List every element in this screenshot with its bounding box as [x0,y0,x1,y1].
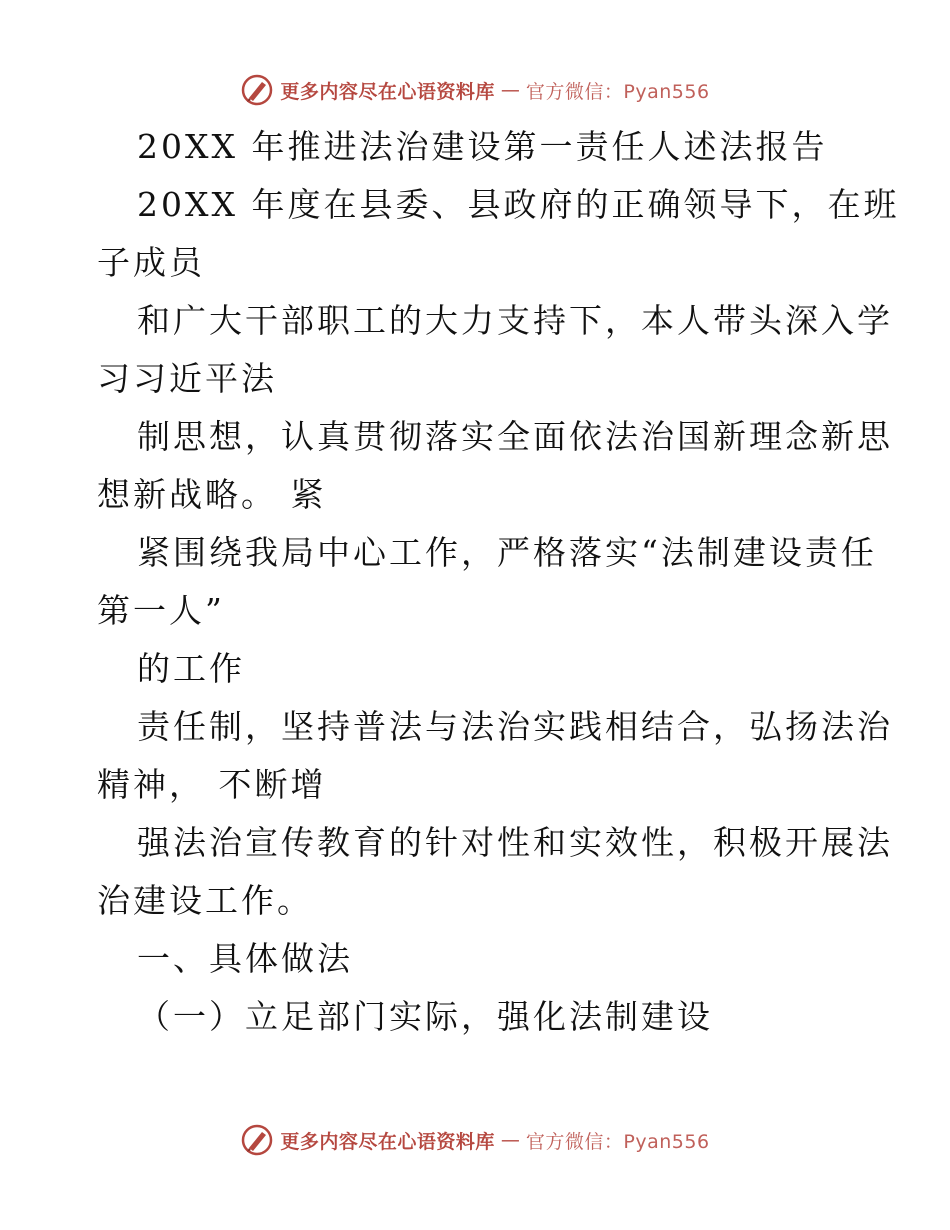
section-heading: 一、具体做法 [137,939,353,978]
footer-watermark [0,1120,950,1160]
paragraph-line: 的工作 [137,649,245,688]
paragraph-line: 制思想，认真贯彻落实全面依法治国新理念新思 [137,417,893,456]
document-title: 20XX 年推进法治建设第一责任人述法报告 [137,127,828,166]
paragraph-line: 子成员 [97,243,205,282]
banner-wechat-text: 官方微信：Pyan556 [525,1130,710,1153]
subsection-heading: （一）立足部门实际，强化法制建设 [137,997,713,1036]
banner-brand-text: 更多内容尽在心语资料库 [280,1130,495,1153]
paragraph-line: 治建设工作。 [97,881,313,920]
paragraph-line: 强法治宣传教育的针对性和实效性，积极开展法 [137,823,893,862]
paragraph-line: 第一人” [97,591,225,630]
banner-dash: — [500,1129,520,1151]
banner-wechat-text: 官方微信：Pyan556 [525,80,710,103]
banner-dash: — [500,79,520,101]
document-body [97,118,900,1046]
pen-logo-icon [240,1123,274,1157]
paragraph-line: 想新战略。 紧 [97,475,327,514]
banner-brand-text: 更多内容尽在心语资料库 [280,80,495,103]
paragraph-line: 20XX 年度在县委、县政府的正确领导下，在班 [137,185,900,224]
paragraph-line: 习习近平法 [97,359,277,398]
paragraph-line: 精神， 不断增 [97,765,327,804]
header-watermark [0,70,950,110]
pen-logo-icon [240,73,274,107]
paragraph-line: 紧围绕我局中心工作，严格落实“法制建设责任 [137,533,877,572]
paragraph-line: 责任制，坚持普法与法治实践相结合，弘扬法治 [137,707,893,746]
paragraph-line: 和广大干部职工的大力支持下，本人带头深入学 [137,301,893,340]
